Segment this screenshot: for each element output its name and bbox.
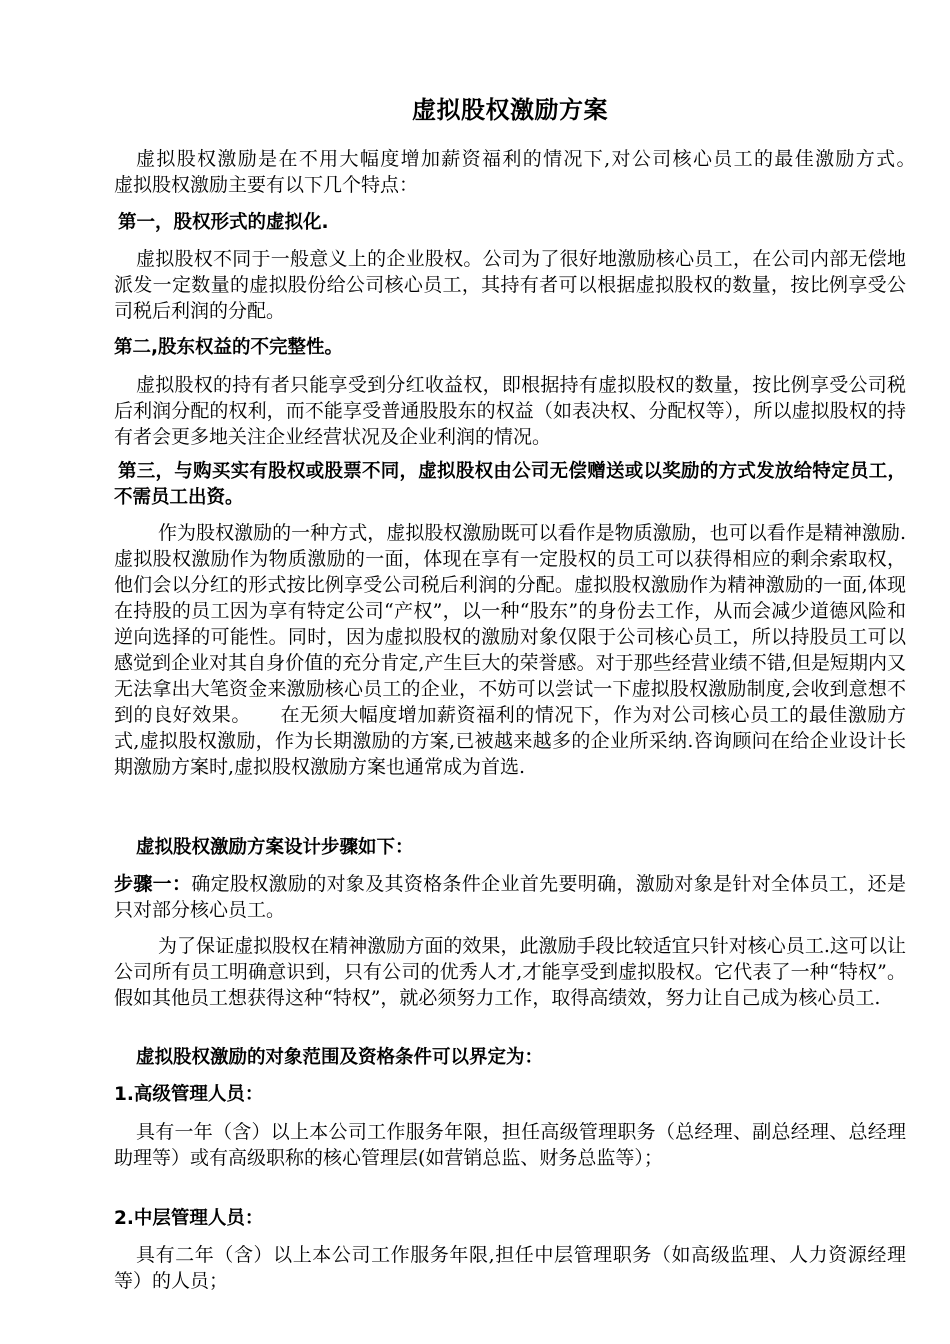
feature2-paragraph: 虚拟股权的持有者只能享受到分红收益权，即根据持有虚拟股权的数量，按比例享受公司税后利润分配的权利，而不能享受普通股股东的权益（如表决权、分配权等），所以虚拟股权的持有者会更多地关注企业经营状况及企业利润的情况。 [114,374,906,448]
feature1-paragraph: 虚拟股权不同于一般意义上的企业股权。公司为了很好地激励核心员工，在公司内部无偿地派发一定数量的虚拟股份给公司核心员工，其持有者可以根据虚拟股权的数量，按比例享受公司税后利润的分配。 [114,248,906,322]
item1-paragraph: 具有一年（含）以上本公司工作服务年限，担任高级管理职务（总经理、副总经理、总经理助理等）或有高级职称的核心管理层(如营销总监、财务总监等）； [114,1121,906,1169]
step1-body-paragraph: 为了保证虚拟股权在精神激励方面的效果，此激励手段比较适宜只针对核心员工.这可以让公司所有员工明确意识到，只有公司的优秀人才,才能享受到虚拟股权。它代表了一种“特权”。假如其他员工想获得这种“特权”，就必须努力工作，取得高绩效，努力让自己成为核心员工. [114,935,906,1009]
document-title: 虚拟股权激励方案 [412,96,608,124]
item2-paragraph: 具有二年（含）以上本公司工作服务年限,担任中层管理职务（如高级监理、人力资源经理等）的人员； [114,1244,906,1292]
steps-heading: 虚拟股权激励方案设计步骤如下： [136,837,414,858]
item1-heading: 1.高级管理人员： [114,1084,264,1105]
scope-heading: 虚拟股权激励的对象范围及资格条件可以界定为： [136,1047,544,1068]
feature2-heading: 第二,股东权益的不完整性。 [114,337,344,358]
step1-text: 确定股权激励的对象及其资格条件企业首先要明确，激励对象是针对全体员工，还是只对部分核心员工。 [114,873,906,921]
feature3-paragraph: 作为股权激励的一种方式，虚拟股权激励既可以看作是物质激励，也可以看作是精神激励.虚拟股权激励作为物质激励的一面，体现在享有一定股权的员工可以获得相应的剩余索取权，他们会以分红的形式按比例享受公司税后利润的分配。虚拟股权激励作为精神激励的一面,体现在持股的员工因为享有特定公司“产权”，以一种“股东”的身份去工作，从而会减少道德风险和逆向选择的可能性。同时，因为虚拟股权的激励对象仅限于公司核心员工，所以持股员工可以感觉到企业对其自身价值的充分肯定,产生巨大的荣誉感。对于那些经营业绩不错,但是短期内又无法拿出大笔资金来激励核心员工的企业，不妨可以尝试一下虚拟股权激励制度,会收到意想不到的良好效果。 在无须大幅度增加薪资福利的情况下，作为对公司核心员工的最佳激励方式,虚拟股权激励，作为长期激励的方案,已被越来越多的企业所采纳.咨询顾问在给企业设计长期激励方案时,虚拟股权激励方案也通常成为首选. [114,522,906,778]
item2-heading: 2.中层管理人员： [114,1208,264,1229]
feature3-heading: 第三，与购买实有股权或股票不同，虚拟股权由公司无偿赠送或以奖励的方式发放给特定员工，不需员工出资。 [114,461,906,508]
step1-paragraph [114,871,906,923]
step1-label: 步骤一： [114,873,192,895]
intro-paragraph: 虚拟股权激励是在不用大幅度增加薪资福利的情况下,对公司核心员工的最佳激励方式。 虚拟股权激励主要有以下几个特点： [114,148,945,196]
feature1-heading: 第一，股权形式的虚拟化. [118,212,329,233]
